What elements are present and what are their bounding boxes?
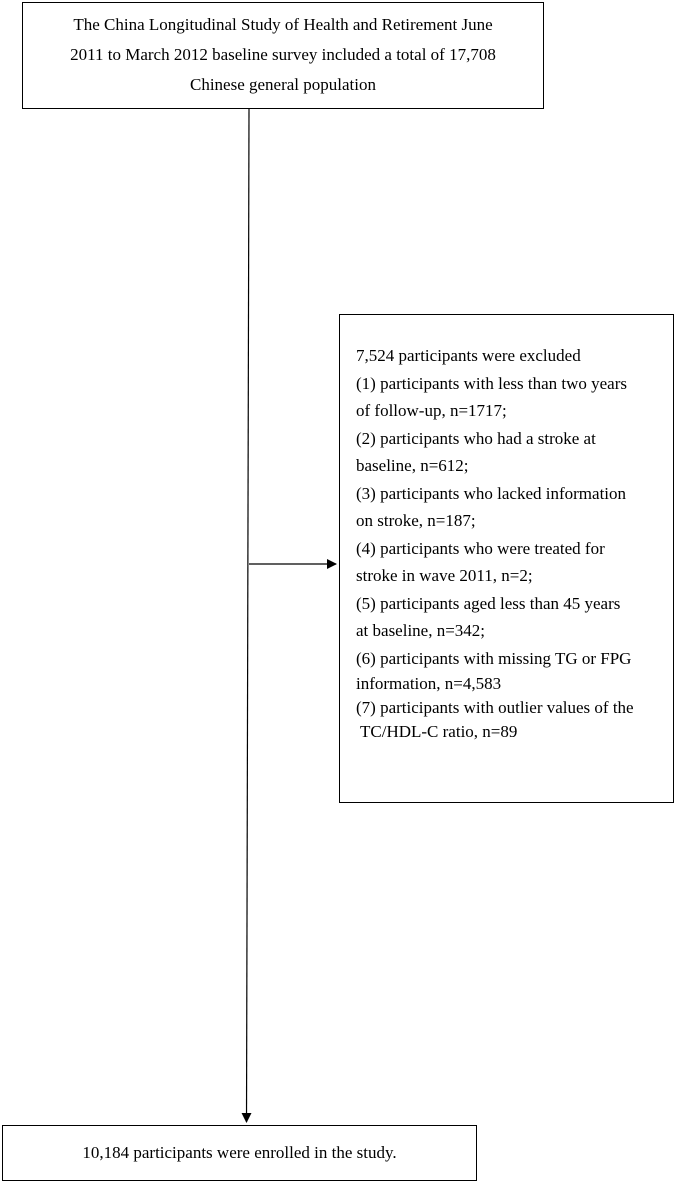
exclusion-line-4: baseline, n=612; — [356, 456, 469, 475]
exclusion-criteria-box — [339, 314, 674, 803]
exclusion-line-5: (3) participants who lacked information — [356, 483, 627, 503]
enrolled-participants-box — [2, 1125, 477, 1181]
exclusion-line-8: stroke in wave 2011, n=2; — [356, 566, 533, 585]
exclusion-line-1: (1) participants with less than two years — [356, 373, 627, 393]
exclusion-line-2: of follow-up, n=1717; — [356, 401, 507, 420]
baseline-line-3: Chinese general population — [189, 75, 376, 94]
exclusion-line-11: (6) participants with missing TG or FPG — [356, 648, 632, 668]
exclusion-line-14: TC/HDL-C ratio, n=89 — [360, 722, 518, 741]
main-flow-arrow — [247, 109, 250, 1122]
exclusion-line-13: (7) participants with outlier values of the — [356, 698, 634, 717]
exclusion-line-9: (5) participants aged less than 45 years — [356, 593, 621, 613]
exclusion-line-12: information, n=4,583 — [356, 674, 502, 693]
exclusion-line-6: on stroke, n=187; — [356, 511, 476, 530]
exclusion-line-10: at baseline, n=342; — [356, 621, 486, 640]
enrolled-text: 10,184 participants were enrolled in the study. — [82, 1143, 397, 1162]
exclusion-line-3: (2) participants who had a stroke at — [356, 428, 596, 448]
baseline-line-1: The China Longitudinal Study of Health and Retirement June — [73, 15, 493, 34]
baseline-line-2: 2011 to March 2012 baseline survey included a total of 17,708 — [70, 45, 496, 64]
baseline-population-box — [22, 2, 544, 109]
exclusion-line-7: (4) participants who were treated for — [356, 538, 605, 558]
exclusion-heading: 7,524 participants were excluded — [356, 346, 581, 365]
